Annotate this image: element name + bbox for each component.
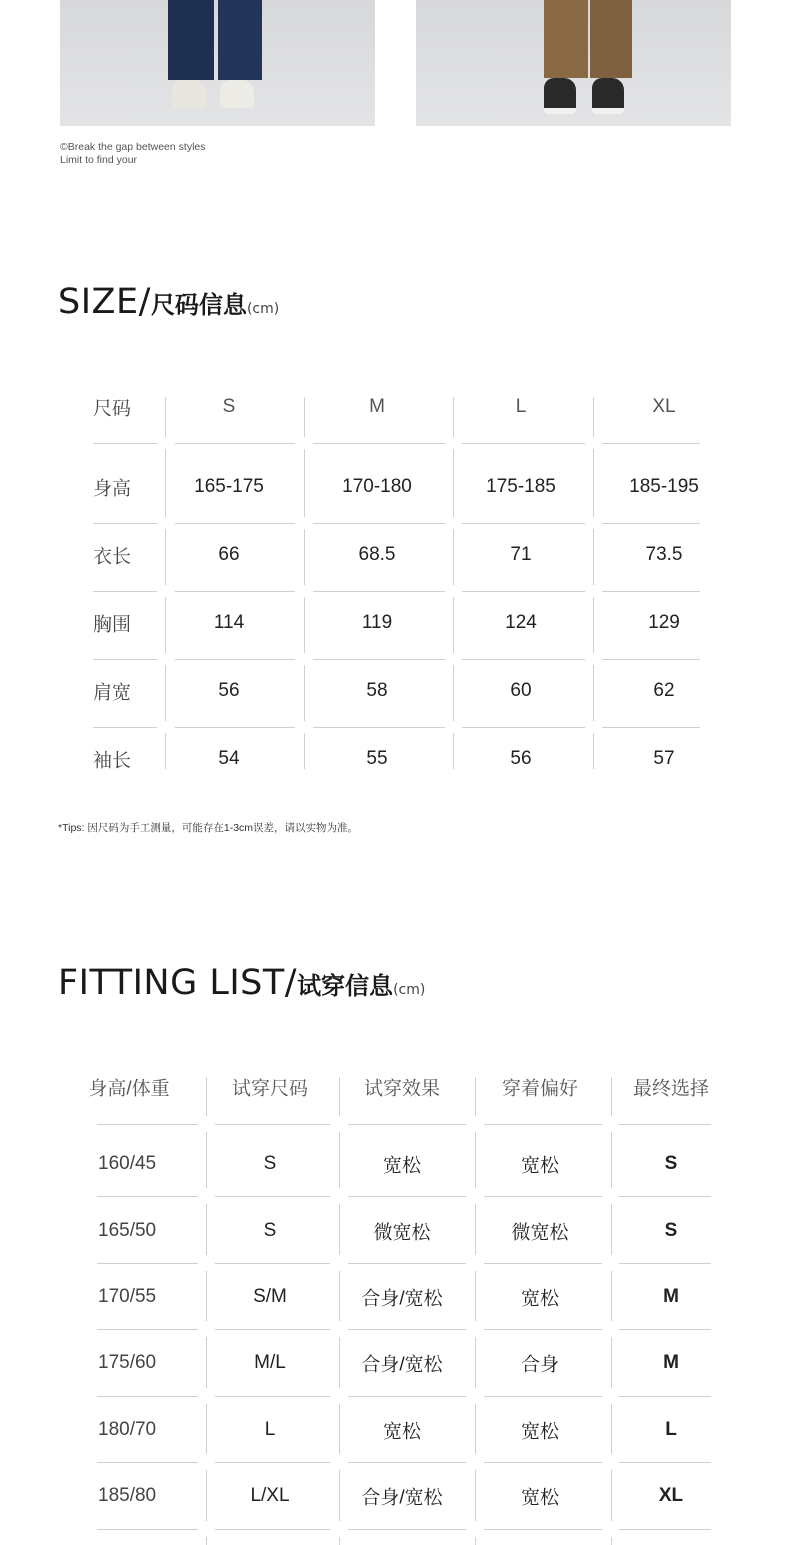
table-header-cell: M [369, 396, 385, 417]
pants-leg [218, 0, 262, 80]
table-cell: 宽松 [520, 1288, 559, 1310]
grid-line [93, 591, 157, 592]
grid-line [339, 1204, 340, 1255]
grid-line [348, 1396, 466, 1397]
grid-line [215, 1263, 330, 1264]
grid-line [593, 597, 594, 653]
table-cell: 60 [510, 680, 532, 701]
grid-line [93, 659, 157, 660]
grid-line [453, 397, 454, 437]
grid-line [453, 597, 454, 653]
table-cell: 170-180 [342, 476, 412, 497]
grid-line [304, 397, 305, 437]
grid-line [165, 449, 166, 517]
grid-line [215, 1196, 330, 1197]
grid-line [611, 1470, 612, 1521]
row-label-cell: 胸围 [93, 614, 132, 636]
product-photo-navy [60, 0, 375, 126]
grid-line [97, 1263, 198, 1264]
grid-line [206, 1404, 207, 1454]
grid-line [97, 1529, 198, 1530]
grid-line [97, 1196, 198, 1197]
sneaker-white [172, 80, 206, 108]
grid-line [611, 1077, 612, 1116]
table-cell: 55 [366, 748, 388, 769]
grid-line [206, 1537, 207, 1545]
fitting-title-cn: 试穿信息 [297, 972, 394, 1000]
table-cell: 73.5 [645, 544, 683, 565]
product-photo-brown [416, 0, 731, 126]
table-cell: M [663, 1352, 679, 1373]
grid-line [602, 591, 700, 592]
grid-line [175, 591, 295, 592]
grid-line [215, 1529, 330, 1530]
grid-line [602, 443, 700, 444]
grid-line [313, 443, 445, 444]
fitting-title-en: FITTING LIST/ [58, 963, 298, 1003]
grid-line [348, 1196, 466, 1197]
grid-line [348, 1124, 466, 1125]
sneaker-black-white [592, 78, 624, 114]
row-label-cell: 肩宽 [93, 682, 132, 704]
table-header-cell: 试穿尺码 [231, 1078, 308, 1100]
grid-line [484, 1196, 602, 1197]
table-header-cell: XL [652, 396, 676, 417]
grid-line [165, 597, 166, 653]
row-label-cell: 175/60 [98, 1352, 157, 1373]
grid-line [304, 733, 305, 769]
grid-line [611, 1271, 612, 1321]
grid-line [339, 1077, 340, 1116]
fitting-section-title [58, 963, 425, 1003]
grid-line [97, 1124, 198, 1125]
table-cell: 微宽松 [511, 1222, 569, 1244]
table-cell: M/L [254, 1352, 286, 1373]
grid-line [462, 443, 585, 444]
grid-line [593, 529, 594, 585]
table-cell: 71 [510, 544, 532, 565]
grid-line [339, 1132, 340, 1188]
grid-line [215, 1124, 330, 1125]
grid-line [93, 443, 157, 444]
grid-line [339, 1337, 340, 1388]
table-header-cell: 穿着偏好 [501, 1078, 578, 1100]
table-cell: 微宽松 [373, 1222, 431, 1244]
sneaker-white [220, 80, 254, 108]
grid-line [462, 727, 585, 728]
grid-line [206, 1077, 207, 1116]
row-label-cell: 170/55 [98, 1286, 157, 1307]
grid-line [619, 1529, 711, 1530]
table-cell: 114 [213, 612, 245, 633]
grid-line [593, 397, 594, 437]
row-label-cell: 180/70 [98, 1419, 157, 1440]
table-cell: M [663, 1286, 679, 1307]
size-tips: *Tips: 因尺码为手工测量，可能存在1-3cm误差，请以实物为准。 [58, 822, 359, 834]
grid-line [304, 665, 305, 721]
grid-line [348, 1263, 466, 1264]
grid-line [475, 1404, 476, 1454]
photo-caption: ©Break the gap between styles Limit to find your [60, 141, 206, 166]
pants-leg [168, 0, 214, 80]
table-header-cell: 尺码 [93, 398, 132, 420]
grid-line [484, 1329, 602, 1330]
grid-line [462, 659, 585, 660]
grid-line [215, 1462, 330, 1463]
table-cell: 68.5 [358, 544, 396, 565]
table-cell: 宽松 [520, 1155, 559, 1177]
table-cell: 165-175 [194, 476, 264, 497]
grid-line [165, 397, 166, 437]
grid-line [215, 1396, 330, 1397]
grid-line [313, 523, 445, 524]
table-cell: S [664, 1153, 678, 1174]
grid-line [304, 529, 305, 585]
table-cell: S/M [253, 1286, 287, 1307]
table-header-cell: L [515, 396, 527, 417]
grid-line [339, 1470, 340, 1521]
table-cell: L/XL [250, 1485, 290, 1506]
grid-line [593, 665, 594, 721]
grid-line [619, 1396, 711, 1397]
table-cell: 合身/宽松 [361, 1487, 443, 1509]
size-title-unit: (cm) [246, 301, 280, 317]
table-cell: 54 [218, 748, 240, 769]
table-cell: 宽松 [382, 1421, 421, 1443]
grid-line [475, 1337, 476, 1388]
grid-line [475, 1537, 476, 1545]
grid-line [175, 727, 295, 728]
grid-line [165, 529, 166, 585]
pants-leg [544, 0, 588, 78]
grid-line [602, 727, 700, 728]
grid-line [611, 1537, 612, 1545]
grid-line [175, 659, 295, 660]
grid-line [313, 591, 445, 592]
row-label-cell: 袖长 [93, 750, 132, 772]
table-cell: 58 [366, 680, 388, 701]
table-cell: L [665, 1419, 677, 1440]
grid-line [206, 1271, 207, 1321]
size-title-cn: 尺码信息 [150, 291, 247, 319]
grid-line [462, 591, 585, 592]
table-cell: 宽松 [520, 1487, 559, 1509]
fitting-title-unit: (cm) [393, 982, 426, 998]
grid-line [593, 733, 594, 769]
grid-line [97, 1462, 198, 1463]
grid-line [165, 665, 166, 721]
grid-line [93, 523, 157, 524]
table-cell: 56 [510, 748, 532, 769]
grid-line [453, 733, 454, 769]
table-cell: L [264, 1419, 276, 1440]
grid-line [619, 1263, 711, 1264]
grid-line [475, 1204, 476, 1255]
table-cell: 合身 [520, 1354, 559, 1376]
sneaker-black-white [544, 78, 576, 114]
grid-line [206, 1337, 207, 1388]
size-section-title [58, 282, 279, 322]
grid-line [97, 1329, 198, 1330]
row-label-cell: 160/45 [98, 1153, 157, 1174]
grid-line [484, 1124, 602, 1125]
grid-line [484, 1263, 602, 1264]
grid-line [453, 449, 454, 517]
table-cell: 56 [218, 680, 240, 701]
grid-line [97, 1396, 198, 1397]
grid-line [475, 1470, 476, 1521]
grid-line [475, 1077, 476, 1116]
row-label-cell: 185/80 [98, 1485, 157, 1506]
grid-line [339, 1271, 340, 1321]
grid-line [313, 659, 445, 660]
table-cell: 宽松 [382, 1155, 421, 1177]
grid-line [593, 449, 594, 517]
grid-line [619, 1329, 711, 1330]
grid-line [619, 1462, 711, 1463]
grid-line [206, 1132, 207, 1188]
grid-line [339, 1537, 340, 1545]
grid-line [304, 597, 305, 653]
grid-line [175, 443, 295, 444]
table-cell: 57 [653, 748, 675, 769]
table-cell: 185-195 [629, 476, 699, 497]
grid-line [348, 1462, 466, 1463]
table-cell: 合身/宽松 [361, 1354, 443, 1376]
grid-line [611, 1404, 612, 1454]
table-header-cell: 试穿效果 [363, 1078, 440, 1100]
grid-line [619, 1196, 711, 1197]
grid-line [475, 1132, 476, 1188]
grid-line [484, 1529, 602, 1530]
grid-line [619, 1124, 711, 1125]
grid-line [348, 1529, 466, 1530]
grid-line [93, 727, 157, 728]
grid-line [602, 523, 700, 524]
grid-line [462, 523, 585, 524]
table-header-cell: 最终选择 [632, 1078, 709, 1100]
table-cell: 66 [218, 544, 240, 565]
grid-line [206, 1204, 207, 1255]
table-cell: S [664, 1220, 678, 1241]
row-label-cell: 165/50 [98, 1220, 157, 1241]
grid-line [206, 1470, 207, 1521]
table-header-cell: 身高/体重 [88, 1078, 170, 1100]
grid-line [611, 1132, 612, 1188]
pants-leg [590, 0, 632, 78]
row-label-cell: 衣长 [93, 546, 132, 568]
size-title-en: SIZE/ [58, 282, 151, 322]
table-cell: S [263, 1220, 277, 1241]
grid-line [313, 727, 445, 728]
table-cell: XL [658, 1485, 684, 1506]
table-cell: 62 [653, 680, 675, 701]
grid-line [348, 1329, 466, 1330]
grid-line [215, 1329, 330, 1330]
table-cell: S [263, 1153, 277, 1174]
table-cell: 宽松 [520, 1421, 559, 1443]
table-cell: 124 [505, 612, 537, 633]
table-header-cell: S [222, 396, 236, 417]
table-cell: 129 [648, 612, 680, 633]
grid-line [453, 665, 454, 721]
grid-line [304, 449, 305, 517]
table-cell: 合身/宽松 [361, 1288, 443, 1310]
grid-line [484, 1396, 602, 1397]
table-cell: 119 [361, 612, 393, 633]
grid-line [165, 733, 166, 769]
grid-line [175, 523, 295, 524]
grid-line [611, 1337, 612, 1388]
row-label-cell: 身高 [93, 478, 132, 500]
grid-line [453, 529, 454, 585]
grid-line [484, 1462, 602, 1463]
grid-line [602, 659, 700, 660]
table-cell: 175-185 [486, 476, 556, 497]
grid-line [475, 1271, 476, 1321]
grid-line [339, 1404, 340, 1454]
grid-line [611, 1204, 612, 1255]
